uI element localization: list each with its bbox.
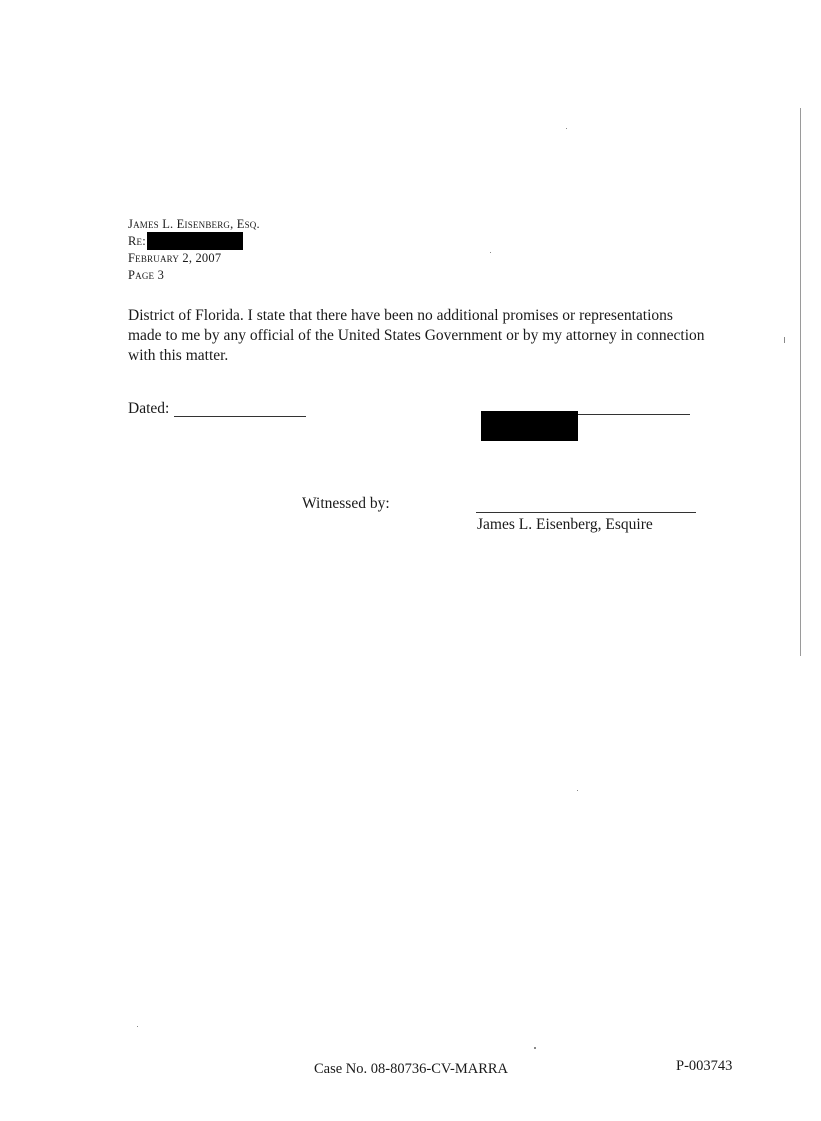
case-number: Case No. 08-80736-CV-MARRA	[314, 1061, 509, 1077]
header-recipient: James L. Eisenberg, Esq.	[128, 217, 260, 231]
witness-signature-line	[476, 512, 696, 513]
scan-speck	[577, 790, 578, 791]
body-paragraph: District of Florida. I state that there have been no additional promises or representations made to me by any official of the United States Government or by my attorney in connection with this matter.	[128, 307, 705, 364]
scan-speck	[566, 128, 567, 129]
header-date: February 2, 2007	[128, 251, 222, 265]
scan-speck	[784, 337, 785, 343]
redaction-box	[481, 411, 578, 441]
header-page-number: Page 3	[128, 268, 165, 282]
scan-edge-line	[800, 108, 801, 656]
scan-speck	[137, 1026, 138, 1027]
bates-number: P-003743	[676, 1058, 733, 1074]
witness-name: James L. Eisenberg, Esquire	[477, 516, 653, 533]
witnessed-label: Witnessed by:	[302, 495, 390, 512]
scan-speck	[490, 252, 491, 253]
redaction-box	[147, 232, 243, 250]
dated-label: Dated:	[128, 400, 170, 417]
scan-speck	[534, 1047, 536, 1049]
dated-signature-line	[174, 416, 306, 417]
header-re-label: Re:	[128, 234, 146, 248]
signer-signature-line	[578, 414, 690, 415]
